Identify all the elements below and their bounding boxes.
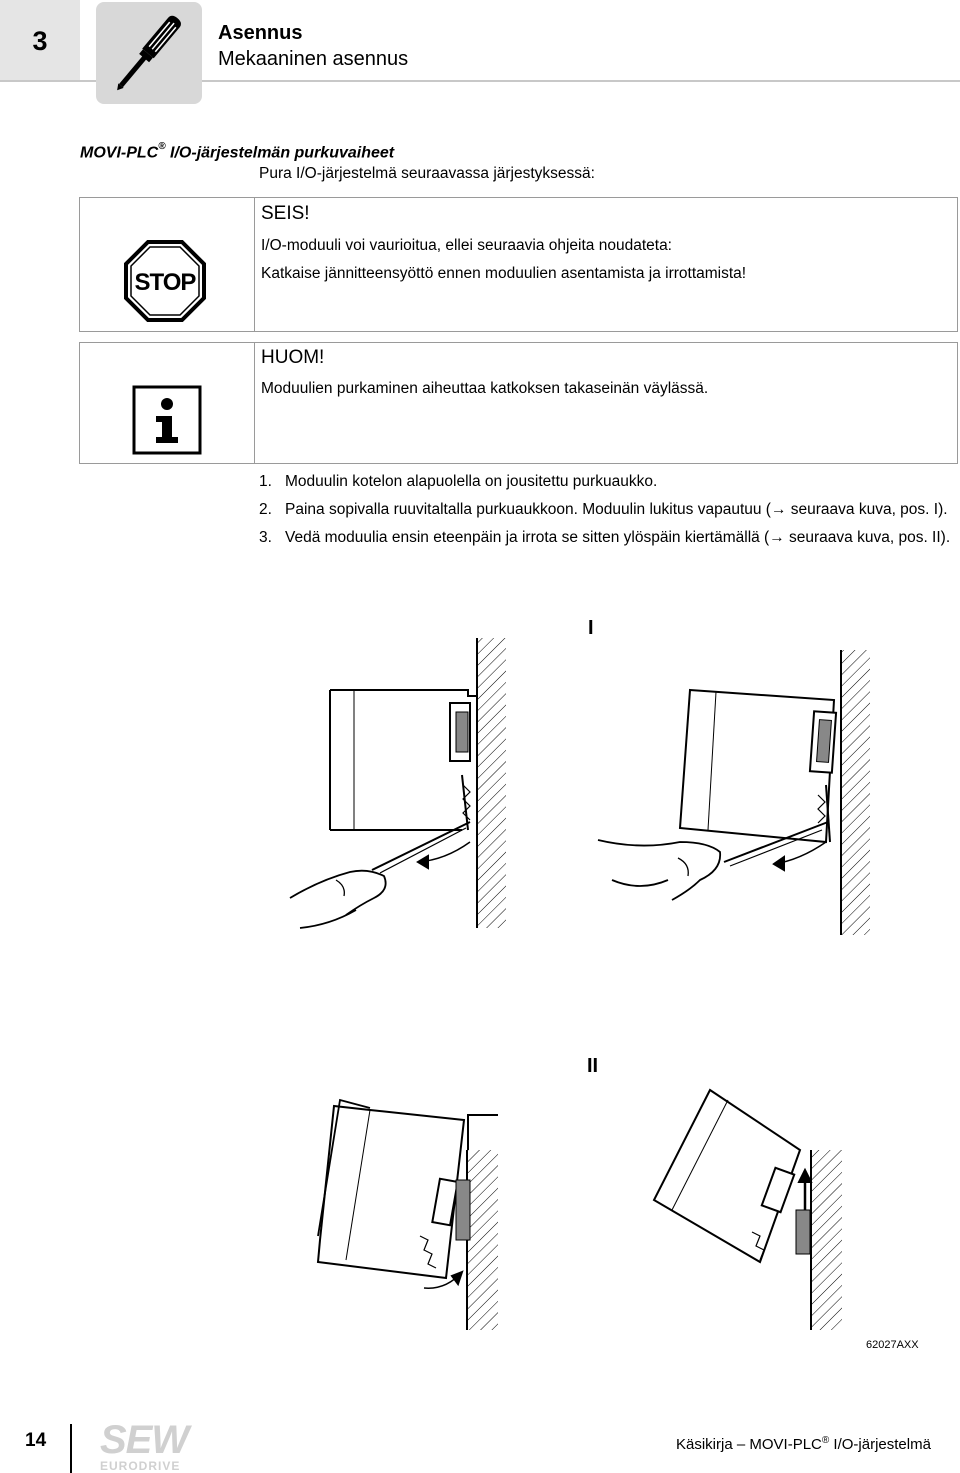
footer-document-title	[676, 1435, 931, 1453]
step-text: Moduulin kotelon alapuolella on jousitettu purkuaukko.	[285, 473, 658, 490]
logo-text: SEW	[100, 1418, 189, 1462]
intro-text: Pura I/O-järjestelmä seuraavassa järjestyksessä:	[259, 165, 595, 182]
figure-label-ii: II	[587, 1055, 599, 1077]
figure-label-i: I	[588, 617, 594, 639]
figure-ii-right	[654, 1090, 842, 1330]
chapter-title: Asennus	[218, 22, 303, 44]
step-number: 1.	[259, 473, 272, 490]
chapter-subtitle: Mekaaninen asennus	[218, 48, 409, 70]
step-text: Paina sopivalla ruuvitaltalla purkuaukkoon. Moduulin lukitus vapautuu (→ seuraava kuva, pos. I).	[285, 501, 948, 518]
step-number: 2.	[259, 501, 272, 518]
page-number: 14	[25, 1430, 47, 1451]
stop-line-2: Katkaise jännitteensyöttö ennen moduulien asentamista ja irrottamista!	[261, 265, 747, 282]
info-line-1: Moduulien purkaminen aiheuttaa katkoksen takaseinän väylässä.	[261, 380, 709, 397]
sew-eurodrive-logo	[100, 1418, 212, 1473]
section-title-rest: I/O-järjestelmän purkuvaiheet	[165, 144, 395, 162]
info-heading: HUOM!	[261, 347, 325, 368]
footer-doc-suffix: I/O-järjestelmä	[829, 1436, 931, 1453]
step-text: Vedä moduulia ensin eteenpäin ja irrota se sitten ylöspäin kiertämällä (→ seuraava kuva, pos. II).	[285, 529, 951, 546]
figure-ii-left	[318, 1100, 498, 1330]
figure-i-right	[598, 650, 870, 935]
step-number: 3.	[259, 529, 272, 546]
section-title-main: MOVI-PLC	[80, 144, 159, 162]
stop-sign-text: STOP	[134, 269, 196, 296]
footer-rule	[70, 1424, 72, 1473]
stop-line-1: I/O-moduuli voi vaurioitua, ellei seuraavia ohjeita noudateta:	[261, 237, 672, 254]
registered-mark: ®	[158, 141, 166, 152]
logo-subtext: EURODRIVE	[100, 1459, 181, 1473]
registered-mark: ®	[821, 1435, 830, 1446]
footer-doc-prefix: Käsikirja – MOVI-PLC	[676, 1436, 822, 1453]
figure-i-left	[290, 638, 506, 928]
chapter-number: 3	[0, 0, 80, 82]
figure-code: 62027AXX	[866, 1339, 919, 1351]
stop-heading: SEIS!	[261, 203, 310, 224]
